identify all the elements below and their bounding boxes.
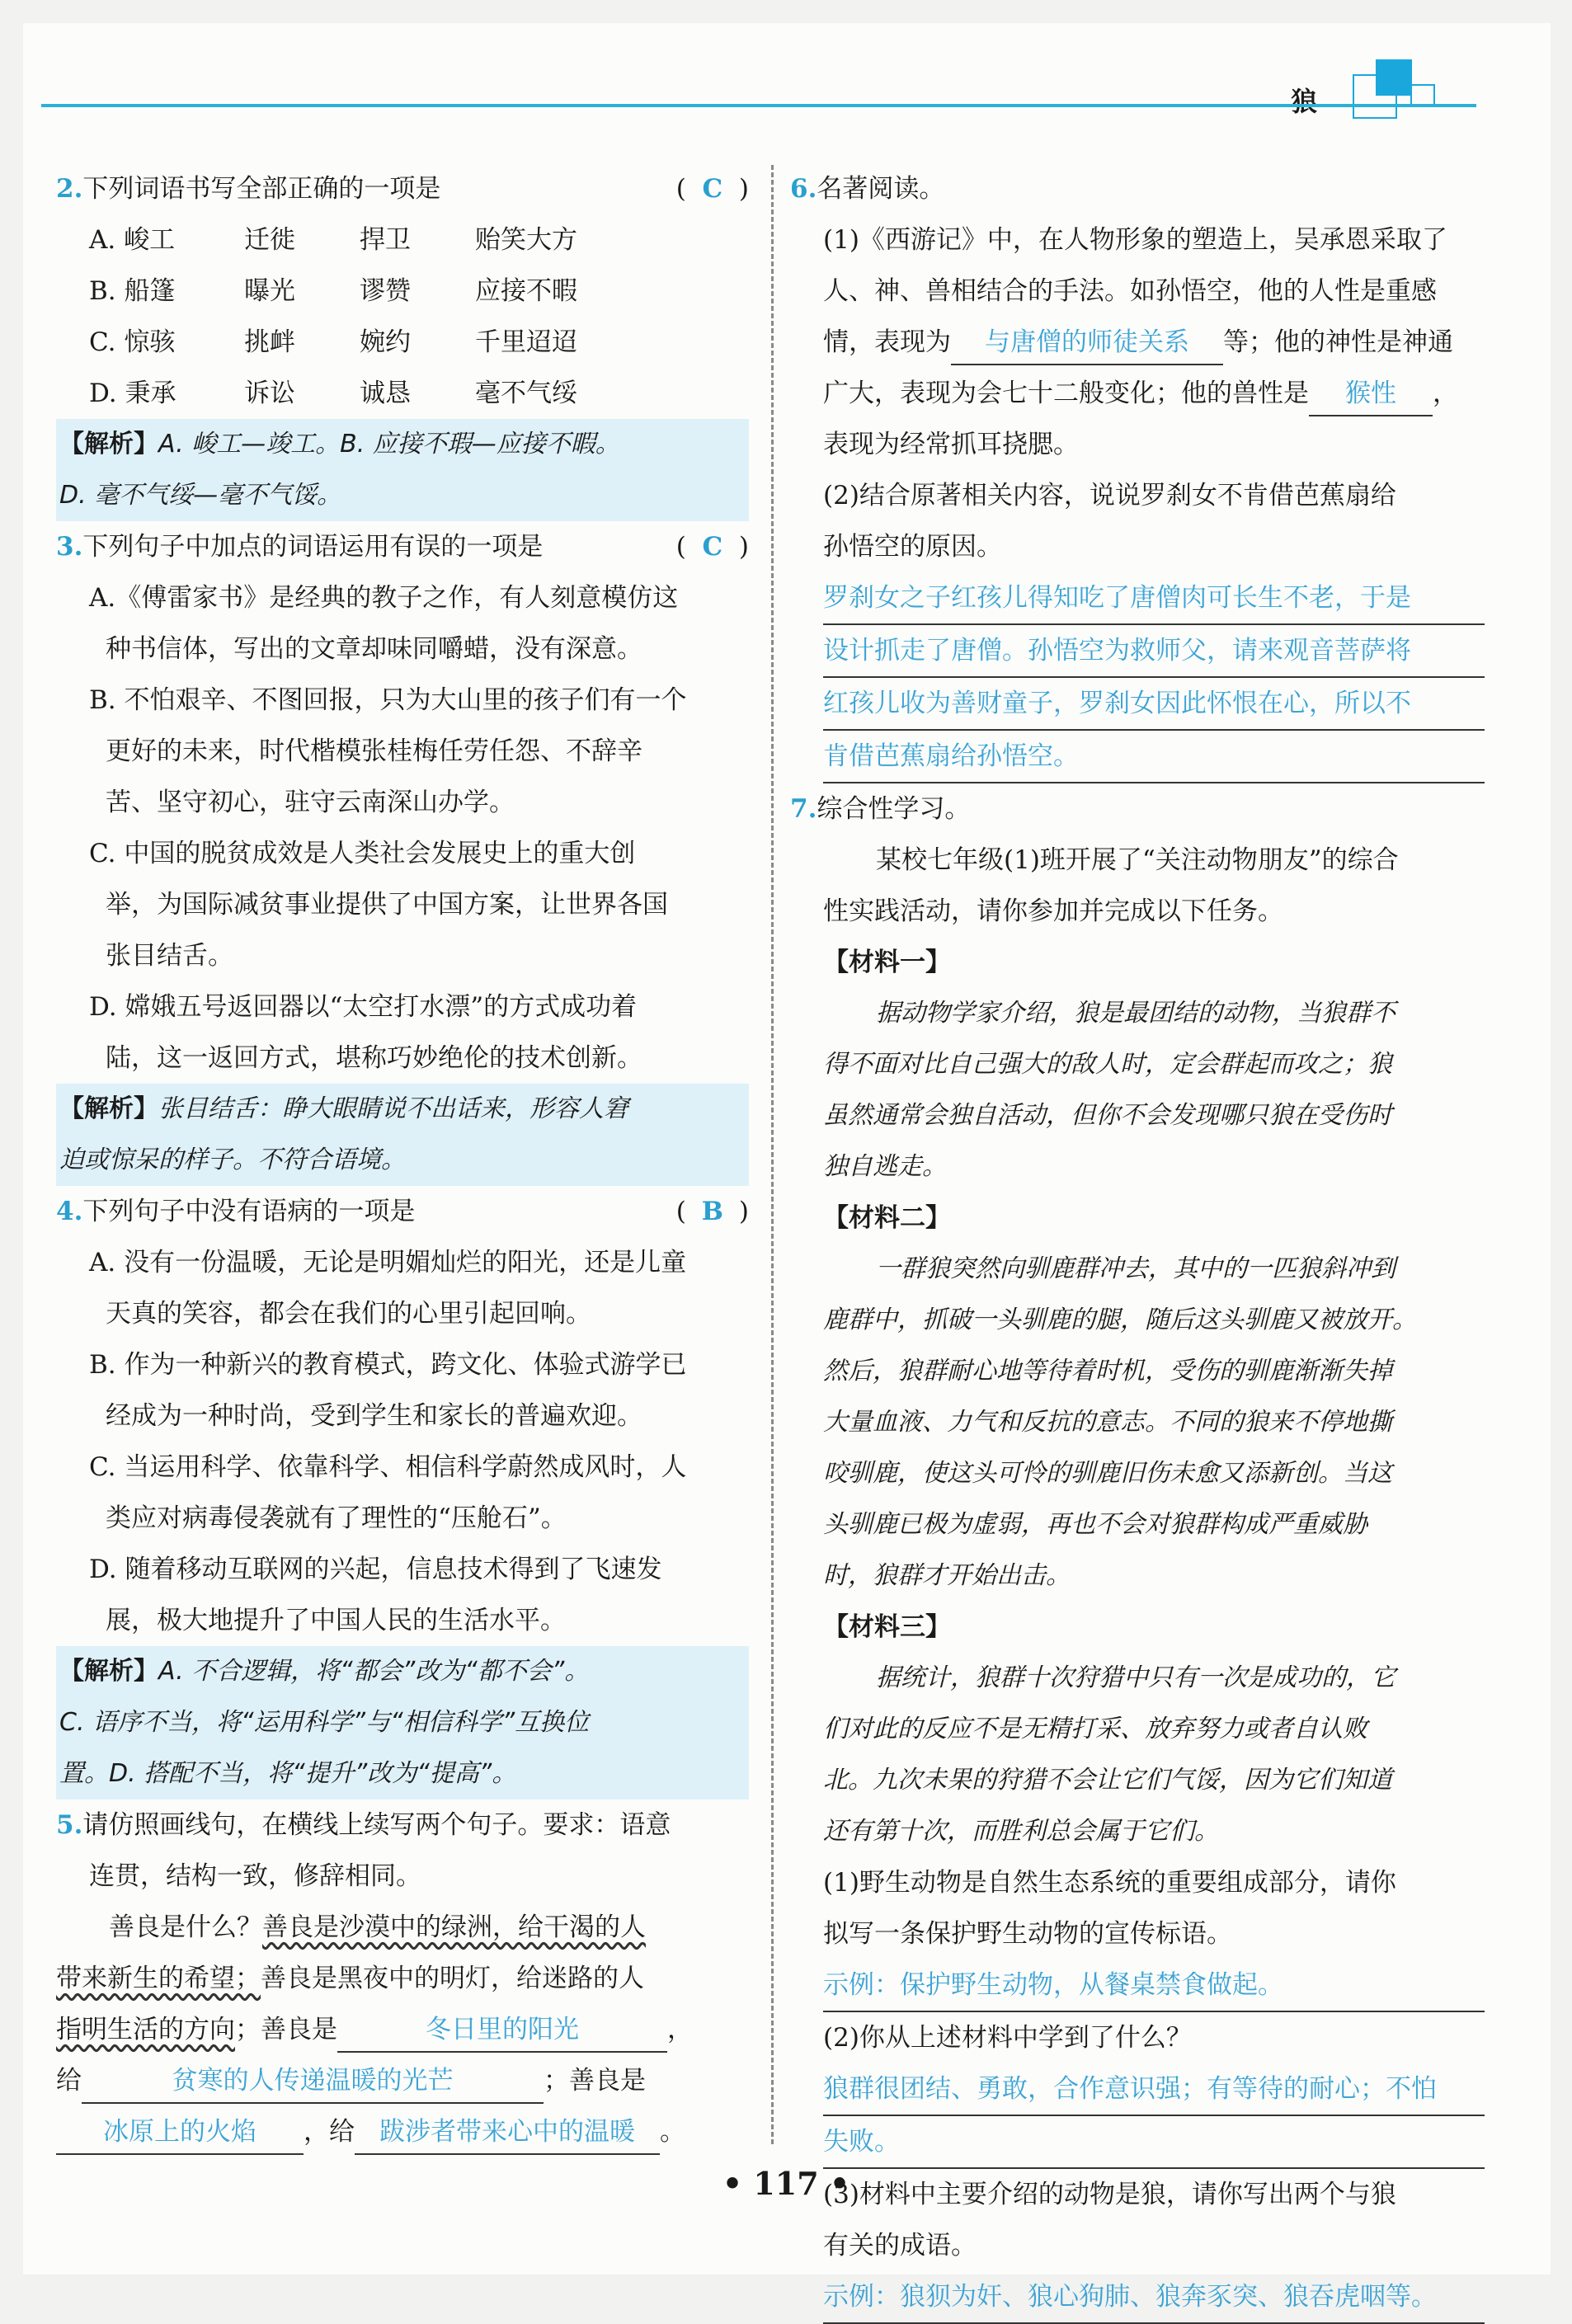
material-2: 一群狼突然向驯鹿群冲去，其中的一匹狼斜冲到 鹿群中，抓破一头驯鹿的腿，随后这头驯鹿又被放开。 然后，狼群耐心地等待着时机，受伤的驯鹿渐渐失掉 大量血液、力气和反抗的意志。不同的狼来不停地撕 咬驯鹿，使这头可怜的驯鹿旧伤未愈又添新创。当这 头驯鹿已极为虚弱，再也不会对狼群构成严重威胁 时，狼群才开始出击。 xyxy=(823,1254,1417,1590)
material-3: 据统计，狼群十次狩猎中只有一次是成功的，它 们对此的反应不是无精打采、放弃努力或者自认败 北。九次未果的狩猎不会让它们气馁，因为它们知道 还有第十次，而胜利总会属于它们。 xyxy=(823,1663,1396,1846)
question-text: 表现为经常抓耳挠腮。 xyxy=(823,430,1079,459)
material-label: 【材料二】 xyxy=(823,1203,951,1233)
header-title: 狼 xyxy=(1291,86,1320,117)
answer-bracket: ( C ) xyxy=(675,532,749,562)
option-d: D. 随着移动互联网的兴起，信息技术得到了飞速发 xyxy=(89,1555,662,1584)
passage-line: 带来新生的希望；善良是黑夜中的明灯，给迷路的人 xyxy=(56,1964,644,1993)
option-text: 更好的未来，时代楷模张桂梅任劳任怨、不辞辛 xyxy=(106,736,642,766)
option-b: B. 不怕艰辛、不图回报，只为大山里的孩子们有一个 xyxy=(89,685,687,715)
fill-blank: 跋涉者带来心中的温暖 xyxy=(355,2110,660,2155)
analysis-box: 【解析】A. 不合逻辑，将“都会”改为“都不会”。 C. 语序不当，将“运用科学”与“相信科学”互换位 置。D. 搭配不当，将“提升”改为“提高”。 xyxy=(56,1646,749,1799)
right-column xyxy=(790,163,1485,2324)
question-text: 情，表现为 与唐僧的师徒关系 等；他的神性是神通 xyxy=(790,317,1485,368)
header-rule xyxy=(41,104,1476,107)
column-divider xyxy=(771,165,774,2144)
option-text: 经成为一种时尚，受到学生和家长的普遍欢迎。 xyxy=(106,1401,642,1431)
option-text: 天真的笑容，都会在我们的心里引起回响。 xyxy=(106,1299,591,1329)
fill-blank: 冬日里的阳光 xyxy=(337,2008,667,2053)
answer-block: 狼群很团结、勇敢，合作意识强；有等待的耐心；不怕 失败。 xyxy=(790,2063,1485,2169)
fill-blank: 猴性 xyxy=(1309,372,1433,416)
question-text: 拟写一条保护野生动物的宣传标语。 xyxy=(823,1919,1232,1949)
passage-line: 冰原上的火焰 ，给 跋涉者带来心中的温暖 。 xyxy=(56,2106,749,2157)
answer-block: 罗刹女之子红孩儿得知吃了唐僧肉可长生不老，于是 设计抓走了唐僧。孙悟空为救师父，请来观音菩萨将 红孩儿收为善财童子，罗刹女因此怀恨在心，所以不 肯借芭蕉扇给孙悟空。 xyxy=(790,572,1485,783)
header-decoration-square-filled xyxy=(1376,59,1412,96)
material-label: 【材料一】 xyxy=(823,948,951,977)
material-label: 【材料三】 xyxy=(823,1612,951,1642)
fill-blank: 贫寒的人传递温暖的光芒 xyxy=(82,2059,544,2104)
passage-line: 指明生活的方向；善良是 冬日里的阳光 ， xyxy=(56,2004,749,2055)
option-text: 展，极大地提升了中国人民的生活水平。 xyxy=(106,1606,566,1635)
question-2-stem: 2.下列词语书写全部正确的一项是 ( C ) xyxy=(56,163,749,214)
option-text: 类应对病毒侵袭就有了理性的“压舱石”。 xyxy=(106,1503,567,1533)
passage-line: 给 贫寒的人传递温暖的光芒 ；善良是 xyxy=(56,2055,749,2106)
question-text: (2)你从上述材料中学到了什么？ xyxy=(823,2023,1192,2053)
answer-block: 示例：保护野生动物，从餐桌禁食做起。 xyxy=(790,1959,1485,2012)
question-text: 性实践活动，请你参加并完成以下任务。 xyxy=(823,896,1283,926)
option-row: A. 峻工 迁徙 捍卫 贻笑大方 xyxy=(89,225,577,255)
option-row: D. 秉承 诉讼 诚恳 毫不气绥 xyxy=(89,379,577,408)
left-column xyxy=(56,163,749,2157)
option-a: A. 没有一份温暖，无论是明媚灿烂的阳光，还是儿童 xyxy=(89,1248,687,1277)
analysis-box: 【解析】A. 峻工—竣工。B. 应接不瑕—应接不暇。 D. 毫不气绥—毫不气馁。 xyxy=(56,419,749,521)
page-number: • 117 • xyxy=(722,2165,850,2202)
question-text: (2)结合原著相关内容，说说罗刹女不肯借芭蕉扇给 xyxy=(823,481,1396,510)
question-text: 广大，表现为会七十二般变化；他的兽性是 猴性 ， xyxy=(790,368,1485,419)
question-7-stem: 7.综合性学习。 xyxy=(790,794,971,824)
question-text: (1)野生动物是自然生态系统的重要组成部分，请你 xyxy=(823,1868,1396,1898)
answer-bracket: ( C ) xyxy=(675,174,749,204)
option-text: 张目结舌。 xyxy=(106,941,233,971)
question-text: (3)材料中主要介绍的动物是狼，请你写出两个与狼 xyxy=(823,2180,1396,2209)
question-6-stem: 6.名著阅读。 xyxy=(790,174,945,204)
option-a: A.《傅雷家书》是经典的教子之作，有人刻意模仿这 xyxy=(89,583,679,613)
question-3-stem: 3.下列句子中加点的词语运用有误的一项是 ( C ) xyxy=(56,521,749,572)
answer-block: 示例：狼狈为奸、狼心狗肺、狼奔豕突、狼吞虎咽等。 xyxy=(790,2271,1485,2324)
option-text: 种书信体，写出的文章却味同嚼蜡，没有深意。 xyxy=(106,634,642,664)
material-1: 据动物学家介绍，狼是最团结的动物，当狼群不 得不面对比自己强大的敌人时，定会群起而攻之；狼 虽然通常会独自活动，但你不会发现哪只狼在受伤时 独自逃走。 xyxy=(823,999,1396,1181)
fill-blank: 与唐僧的师徒关系 xyxy=(951,321,1223,365)
analysis-box: 【解析】张目结舌：睁大眼睛说不出话来，形容人窘 迫或惊呆的样子。不符合语境。 xyxy=(56,1084,749,1186)
question-text: (1)《西游记》中，在人物形象的塑造上，吴承恩采取了 xyxy=(823,225,1447,255)
fill-blank: 冰原上的火焰 xyxy=(56,2110,304,2155)
option-b: B. 作为一种新兴的教育模式，跨文化、体验式游学已 xyxy=(89,1350,687,1380)
passage-line: 善良是什么？善良是沙漠中的绿洲，给干渴的人 xyxy=(109,1912,646,1942)
option-row: B. 船篷 曝光 谬赞 应接不暇 xyxy=(89,276,577,306)
question-text: 人、神、兽相结合的手法。如孙悟空，他的人性是重感 xyxy=(823,276,1437,306)
option-row: C. 惊骇 挑衅 婉约 千里迢迢 xyxy=(89,327,577,357)
question-text: 孙悟空的原因。 xyxy=(823,532,1002,562)
option-d: D. 嫦娥五号返回器以“太空打水漂”的方式成功着 xyxy=(89,992,638,1022)
question-text: 某校七年级(1)班开展了“关注动物朋友”的综合 xyxy=(876,845,1399,875)
question-4-stem: 4.下列句子中没有语病的一项是 ( B ) xyxy=(56,1186,749,1237)
option-text: 苦、坚守初心，驻守云南深山办学。 xyxy=(106,788,515,817)
option-text: 举，为国际减贫事业提供了中国方案，让世界各国 xyxy=(106,890,668,920)
question-text: 连贯，结构一致，修辞相同。 xyxy=(89,1861,421,1891)
answer-bracket: ( B ) xyxy=(675,1197,749,1226)
option-c: C. 当运用科学、依靠科学、相信科学蔚然成风时，人 xyxy=(89,1452,687,1482)
option-text: 陆，这一返回方式，堪称巧妙绝伦的技术创新。 xyxy=(106,1043,642,1073)
question-text: 有关的成语。 xyxy=(823,2231,977,2260)
question-5-stem: 5.请仿照画线句，在横线上续写两个句子。要求：语意 xyxy=(56,1810,671,1840)
option-c: C. 中国的脱贫成效是人类社会发展史上的重大创 xyxy=(89,839,636,868)
